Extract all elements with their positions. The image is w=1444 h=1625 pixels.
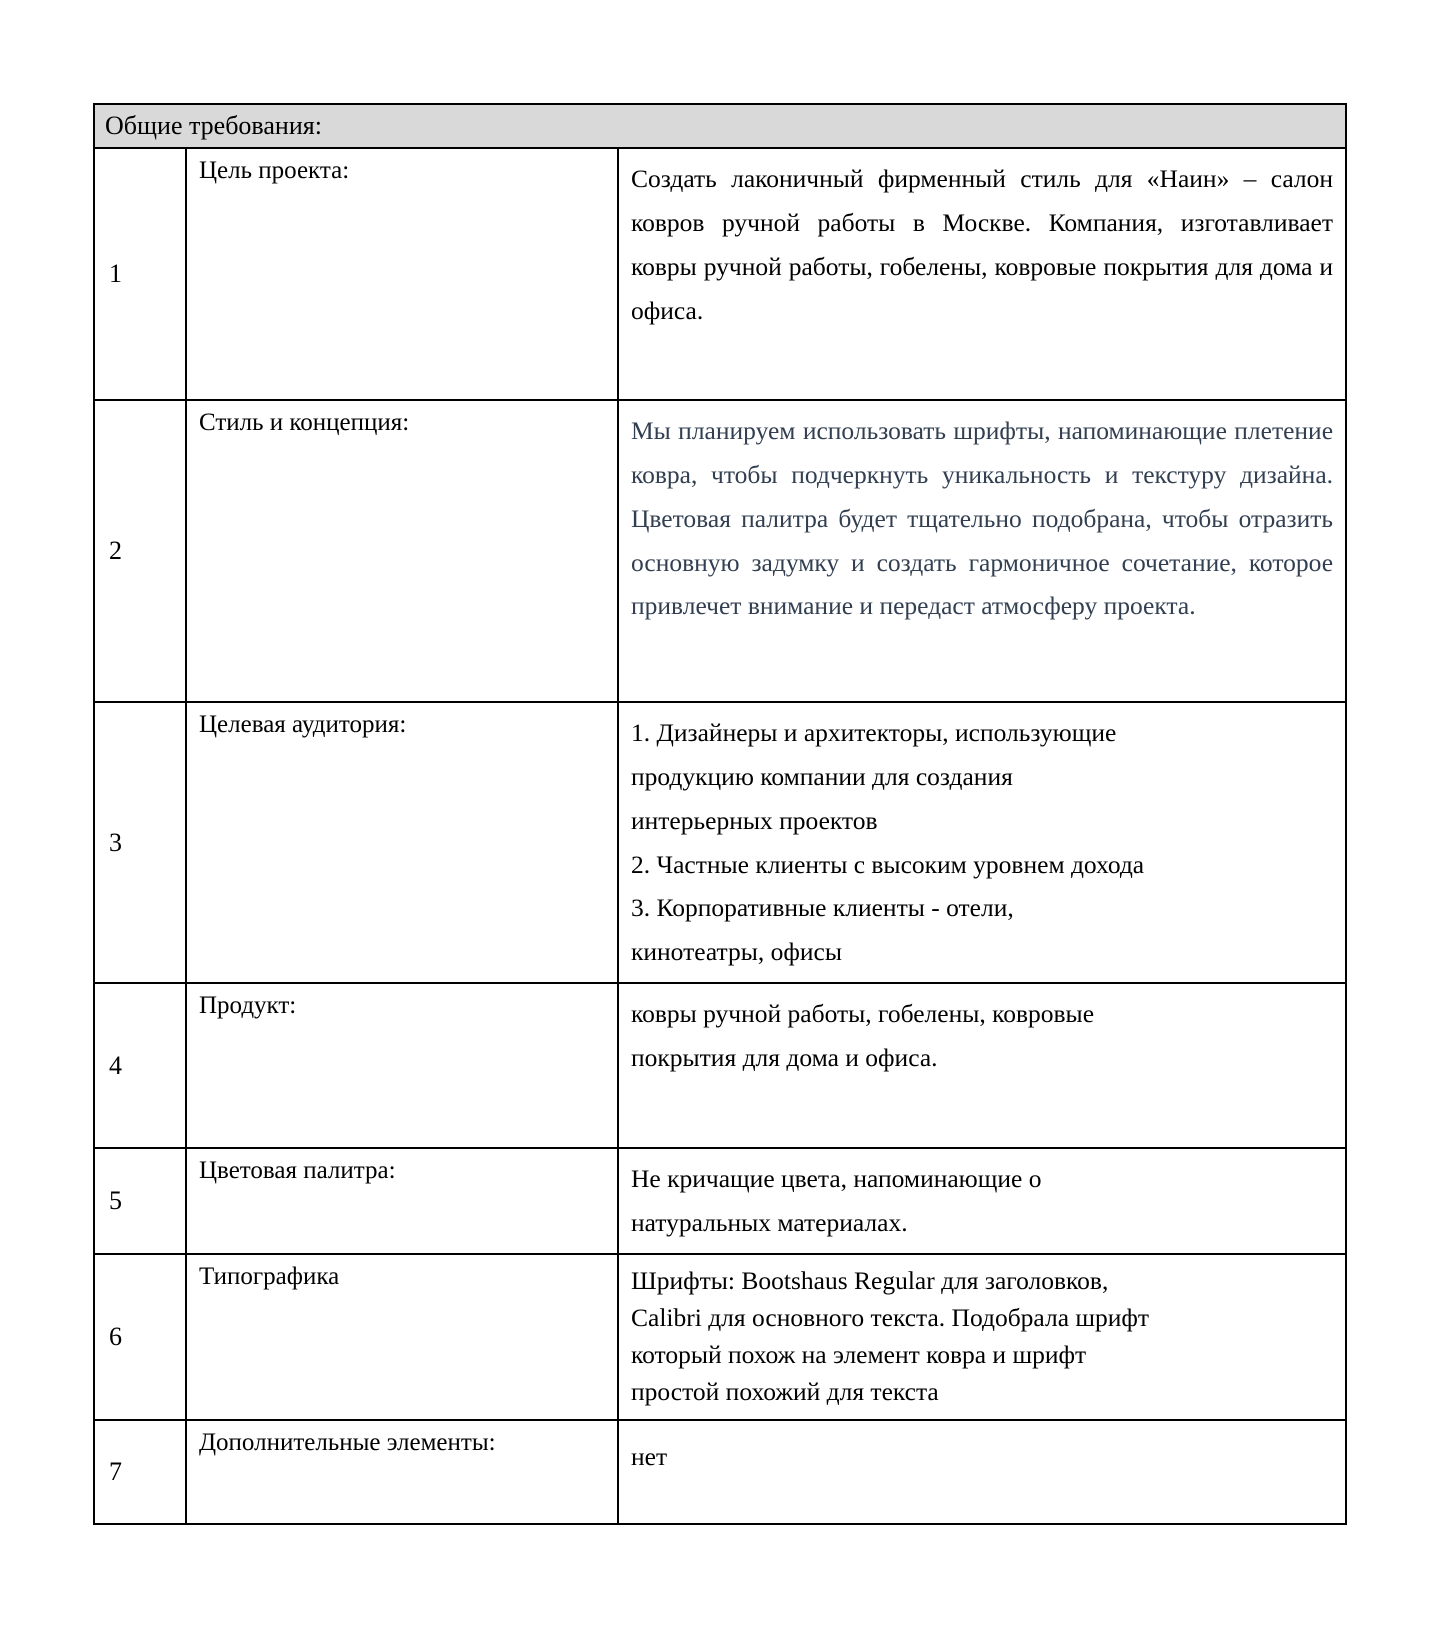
- value-line: кинотеатры, офисы: [631, 937, 842, 967]
- row-value: [618, 702, 1346, 983]
- row-number-text: 3: [109, 827, 122, 857]
- value-line: Не кричащие цвета, напоминающие о: [631, 1164, 1042, 1194]
- row-label: [186, 400, 618, 702]
- row-label-text: Дополнительные элементы:: [199, 1428, 496, 1456]
- row-label-text: Цель проекта:: [199, 157, 350, 184]
- row-label-text: Продукт:: [199, 992, 297, 1020]
- value-line: покрытия для дома и офиса.: [631, 1043, 938, 1073]
- row-label: [186, 983, 618, 1148]
- table-header-title: Общие требования:: [105, 111, 322, 141]
- value-line: 2. Частные клиенты с высоким уровнем дохода: [631, 849, 1145, 879]
- row-number-text: 5: [109, 1186, 122, 1216]
- row-value: [618, 1148, 1346, 1254]
- row-number: [94, 1420, 186, 1524]
- row-label-text: Цветовая палитра:: [199, 1157, 396, 1185]
- row-label-text: Типографика: [199, 1262, 340, 1290]
- row-number-text: 6: [109, 1322, 122, 1352]
- row-number: [94, 1254, 186, 1420]
- table-row: [94, 1420, 1346, 1524]
- row-number: [94, 983, 186, 1148]
- value-line: продукцию компании для создания: [631, 761, 1013, 791]
- value-line: нет: [631, 1441, 668, 1471]
- row-value-lines: [631, 1157, 1333, 1245]
- row-value-lines: [631, 1435, 1333, 1479]
- table-row: [94, 1254, 1346, 1420]
- value-line: ковры ручной работы, гобелены, ковровые: [631, 999, 1095, 1029]
- row-label: [186, 1254, 618, 1420]
- row-value: [618, 1254, 1346, 1420]
- value-line: 3. Корпоративные клиенты - отели,: [631, 893, 1014, 923]
- row-value-text: Мы планируем использовать шрифты, напоминающие плетение ковра, чтобы подчеркнуть уникальность и текстуру дизайна. Цветовая палитра будет тщательно подобрана, чтобы отразить основную задумку и создать гармоничное сочетание, которое привлечет внимание и передаст атмосферу проекта.: [631, 416, 1334, 621]
- row-value-lines: [631, 1263, 1333, 1411]
- value-line: Calibri для основного текста. Подобрала шрифт: [631, 1302, 1150, 1332]
- table-row: [94, 983, 1346, 1148]
- row-number: [94, 400, 186, 702]
- row-number: [94, 702, 186, 983]
- table-header-row: [94, 104, 1346, 148]
- row-label: [186, 148, 618, 400]
- row-number: [94, 148, 186, 400]
- row-value: [618, 148, 1346, 400]
- table-header-cell: [94, 104, 1346, 148]
- value-line: простой похожий для текста: [631, 1376, 939, 1406]
- row-value: [618, 1420, 1346, 1524]
- value-line: 1. Дизайнеры и архитекторы, использующие: [631, 718, 1117, 747]
- row-value-lines: [631, 992, 1333, 1080]
- table-row: [94, 148, 1346, 400]
- row-label: [186, 702, 618, 983]
- requirements-table: [93, 103, 1347, 1525]
- table-row: [94, 400, 1346, 702]
- row-number: [94, 1148, 186, 1254]
- row-number-text: 7: [109, 1457, 122, 1487]
- value-line: который похож на элемент ковра и шрифт: [631, 1339, 1087, 1369]
- value-line: интерьерных проектов: [631, 805, 878, 835]
- row-number-text: 1: [109, 259, 122, 289]
- value-line: Шрифты: Bootshaus Regular для заголовков,: [631, 1265, 1109, 1295]
- table-row: [94, 1148, 1346, 1254]
- row-number-text: 4: [109, 1051, 122, 1081]
- row-label-text: Целевая аудитория:: [199, 711, 407, 738]
- row-value-text: Создать лаконичный фирменный стиль для «Наин» – салон ковров ручной работы в Москве. Компания, изготавливает ковры ручной работы, гобелены, ковровые покрытия для дома и офиса.: [631, 164, 1334, 325]
- value-line: натуральных материалах.: [631, 1208, 908, 1238]
- row-label: [186, 1420, 618, 1524]
- row-value: [618, 983, 1346, 1148]
- row-value-lines: [631, 711, 1333, 974]
- row-label-text: Стиль и концепция:: [199, 409, 410, 436]
- table-row: [94, 702, 1346, 983]
- row-label: [186, 1148, 618, 1254]
- row-number-text: 2: [109, 536, 122, 566]
- row-value: [618, 400, 1346, 702]
